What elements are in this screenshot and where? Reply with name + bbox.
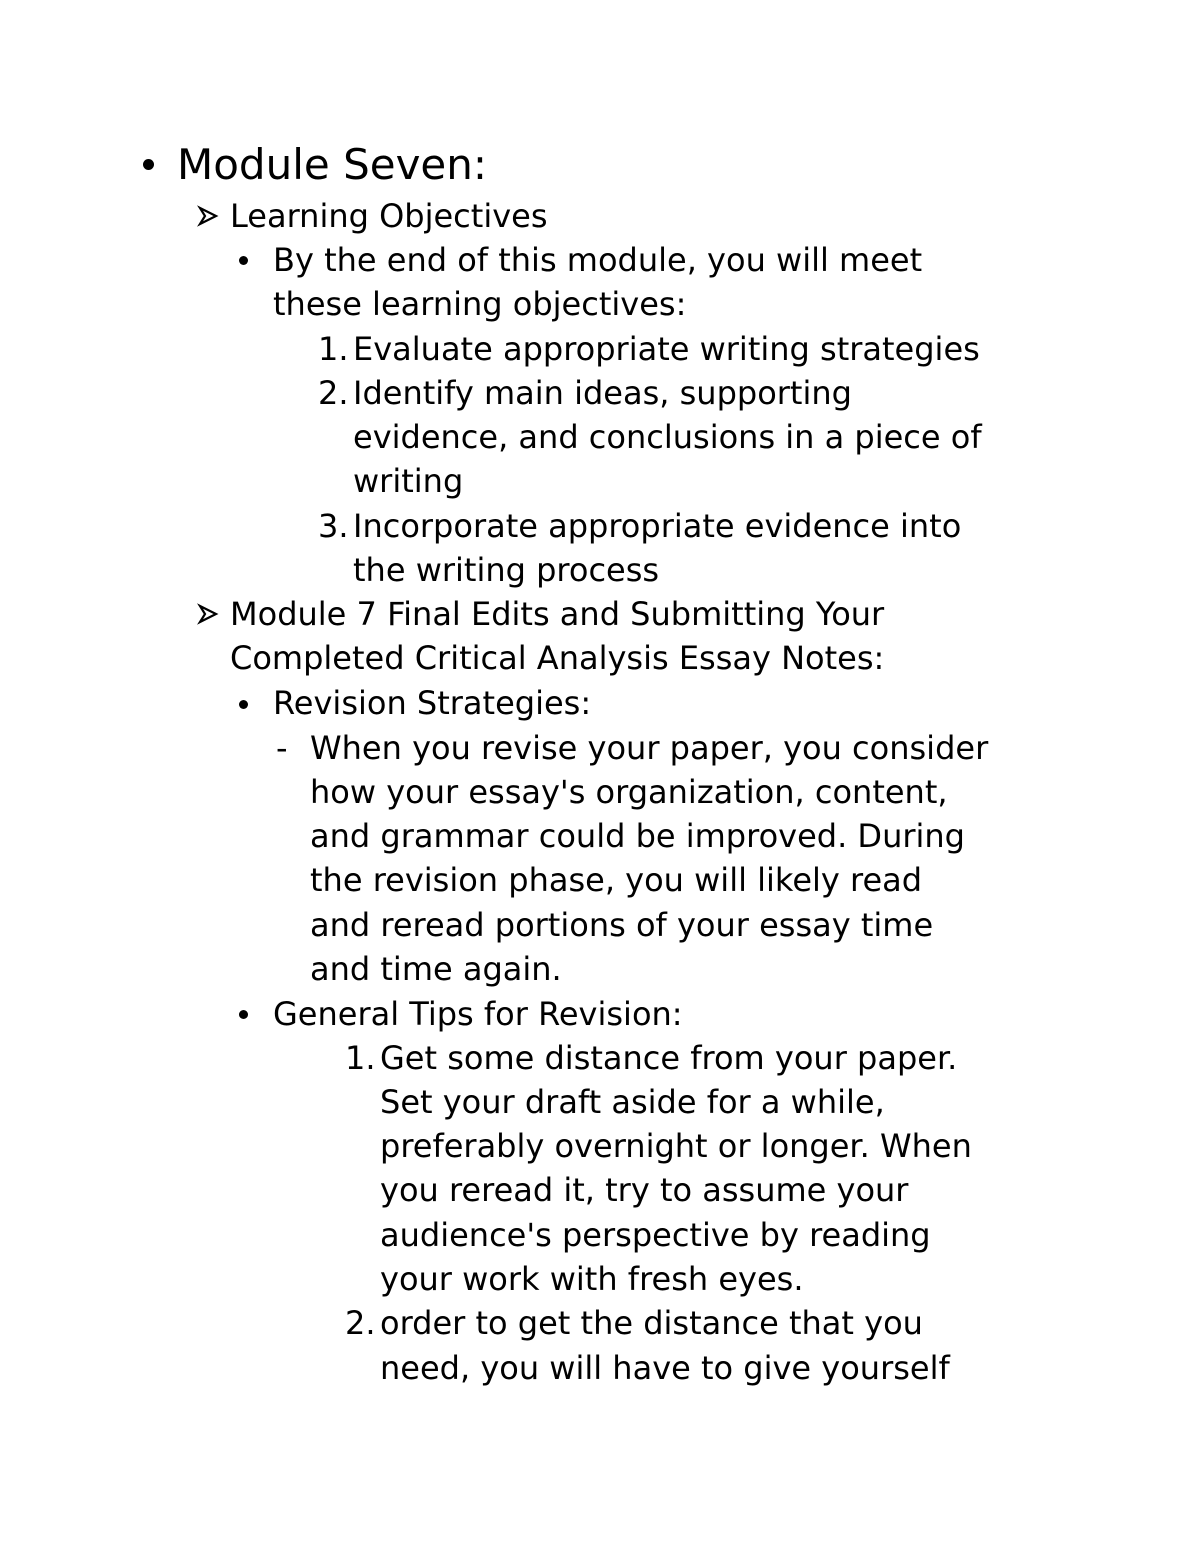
list-number: 3.: [318, 507, 349, 545]
bullet-icon: [239, 1010, 248, 1019]
objective-text: evidence, and conclusions in a piece of: [353, 418, 982, 456]
module-title: Module Seven:: [177, 140, 488, 189]
objectives-intro: these learning objectives:: [273, 285, 687, 323]
objective-text: Identify main ideas, supporting: [353, 374, 852, 412]
tip-text: audience's perspective by reading: [380, 1216, 931, 1254]
objective-text: Evaluate appropriate writing strategies: [353, 330, 980, 368]
arrow-bullet-icon: [197, 205, 219, 227]
tip-text: your work with fresh eyes.: [380, 1260, 804, 1298]
revision-text: how your essay's organization, content,: [310, 773, 948, 811]
list-number: 2.: [345, 1304, 376, 1342]
list-number: 2.: [318, 374, 349, 412]
revision-text: and time again.: [310, 950, 562, 988]
revision-text: When you revise your paper, you consider: [310, 729, 989, 767]
revision-text: and reread portions of your essay time: [310, 906, 934, 944]
tip-text: need, you will have to give yourself: [380, 1349, 950, 1387]
revision-text: the revision phase, you will likely read: [310, 861, 923, 899]
objectives-intro: By the end of this module, you will meet: [273, 241, 923, 279]
final-edits-heading: Completed Critical Analysis Essay Notes:: [230, 639, 885, 677]
general-tips-label: General Tips for Revision:: [273, 995, 683, 1033]
revision-text: and grammar could be improved. During: [310, 817, 965, 855]
bullet-icon: [143, 159, 154, 170]
tip-text: you reread it, try to assume your: [380, 1171, 909, 1209]
revision-strategies-label: Revision Strategies:: [273, 684, 592, 722]
arrow-bullet-icon: [197, 603, 219, 625]
final-edits-heading: Module 7 Final Edits and Submitting Your: [230, 595, 885, 633]
learning-objectives-heading: Learning Objectives: [230, 197, 548, 235]
objective-text: Incorporate appropriate evidence into: [353, 507, 962, 545]
objective-text: writing: [353, 462, 464, 500]
list-number: 1.: [345, 1039, 376, 1077]
tip-text: Set your draft aside for a while,: [380, 1083, 885, 1121]
list-number: 1.: [318, 330, 349, 368]
tip-text: preferably overnight or longer. When: [380, 1127, 972, 1165]
dash-marker: -: [276, 729, 288, 767]
objective-text: the writing process: [353, 551, 660, 589]
bullet-icon: [239, 256, 248, 265]
tip-text: Get some distance from your paper.: [380, 1039, 958, 1077]
bullet-icon: [239, 700, 248, 709]
tip-text: order to get the distance that you: [380, 1304, 923, 1342]
